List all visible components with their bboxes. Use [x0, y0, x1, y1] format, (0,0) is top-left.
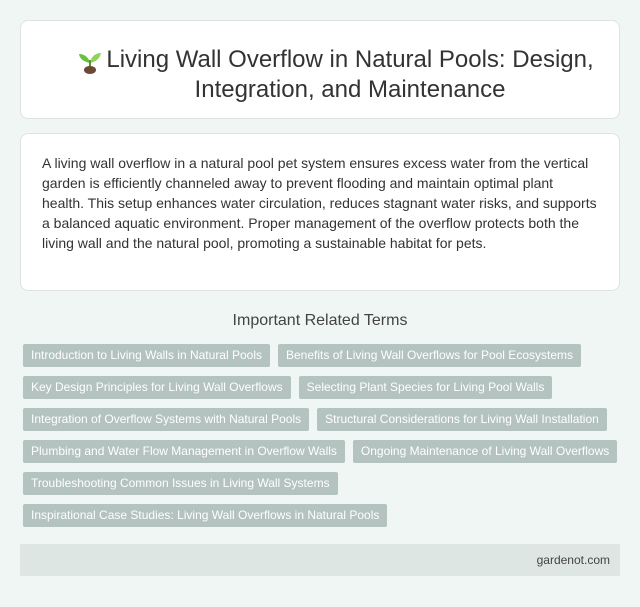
- related-term-tag[interactable]: Ongoing Maintenance of Living Wall Overflows: [353, 440, 617, 463]
- related-term-tag[interactable]: Plumbing and Water Flow Management in Overflow Walls: [23, 440, 345, 463]
- related-term-tag[interactable]: Integration of Overflow Systems with Natural Pools: [23, 408, 309, 431]
- related-term-tag[interactable]: Key Design Principles for Living Wall Overflows: [23, 376, 291, 399]
- footer: [20, 544, 620, 576]
- related-term-tag[interactable]: Structural Considerations for Living Wall Installation: [317, 408, 607, 431]
- related-terms-list: [23, 344, 623, 527]
- title-card: [20, 20, 620, 119]
- page-title: Living Wall Overflow in Natural Pools: Design, Integration, and Maintenance: [106, 46, 594, 103]
- related-term-tag[interactable]: Inspirational Case Studies: Living Wall Overflows in Natural Pools: [23, 504, 387, 527]
- related-term-tag[interactable]: Benefits of Living Wall Overflows for Pool Ecosystems: [278, 344, 581, 367]
- footer-site-link[interactable]: gardenot.com: [536, 553, 610, 567]
- related-terms-heading: Important Related Terms: [232, 312, 408, 329]
- summary-card: [20, 133, 620, 291]
- related-term-tag[interactable]: Troubleshooting Common Issues in Living Wall Systems: [23, 472, 338, 495]
- related-term-tag[interactable]: Introduction to Living Walls in Natural Pools: [23, 344, 270, 367]
- summary-paragraph: A living wall overflow in a natural pool pet system ensures excess water from the vertical garden is efficiently channeled away to prevent flooding and maintain optimal plant health. This setup enhances water circulation, reduces stagnant water risks, and supports a balanced aquatic environment. Proper management of the overflow protects both the living wall and the natural pool, promoting a sustainable habitat for pets.: [42, 155, 597, 251]
- seedling-icon: [75, 46, 105, 76]
- related-term-tag[interactable]: Selecting Plant Species for Living Pool Walls: [299, 376, 553, 399]
